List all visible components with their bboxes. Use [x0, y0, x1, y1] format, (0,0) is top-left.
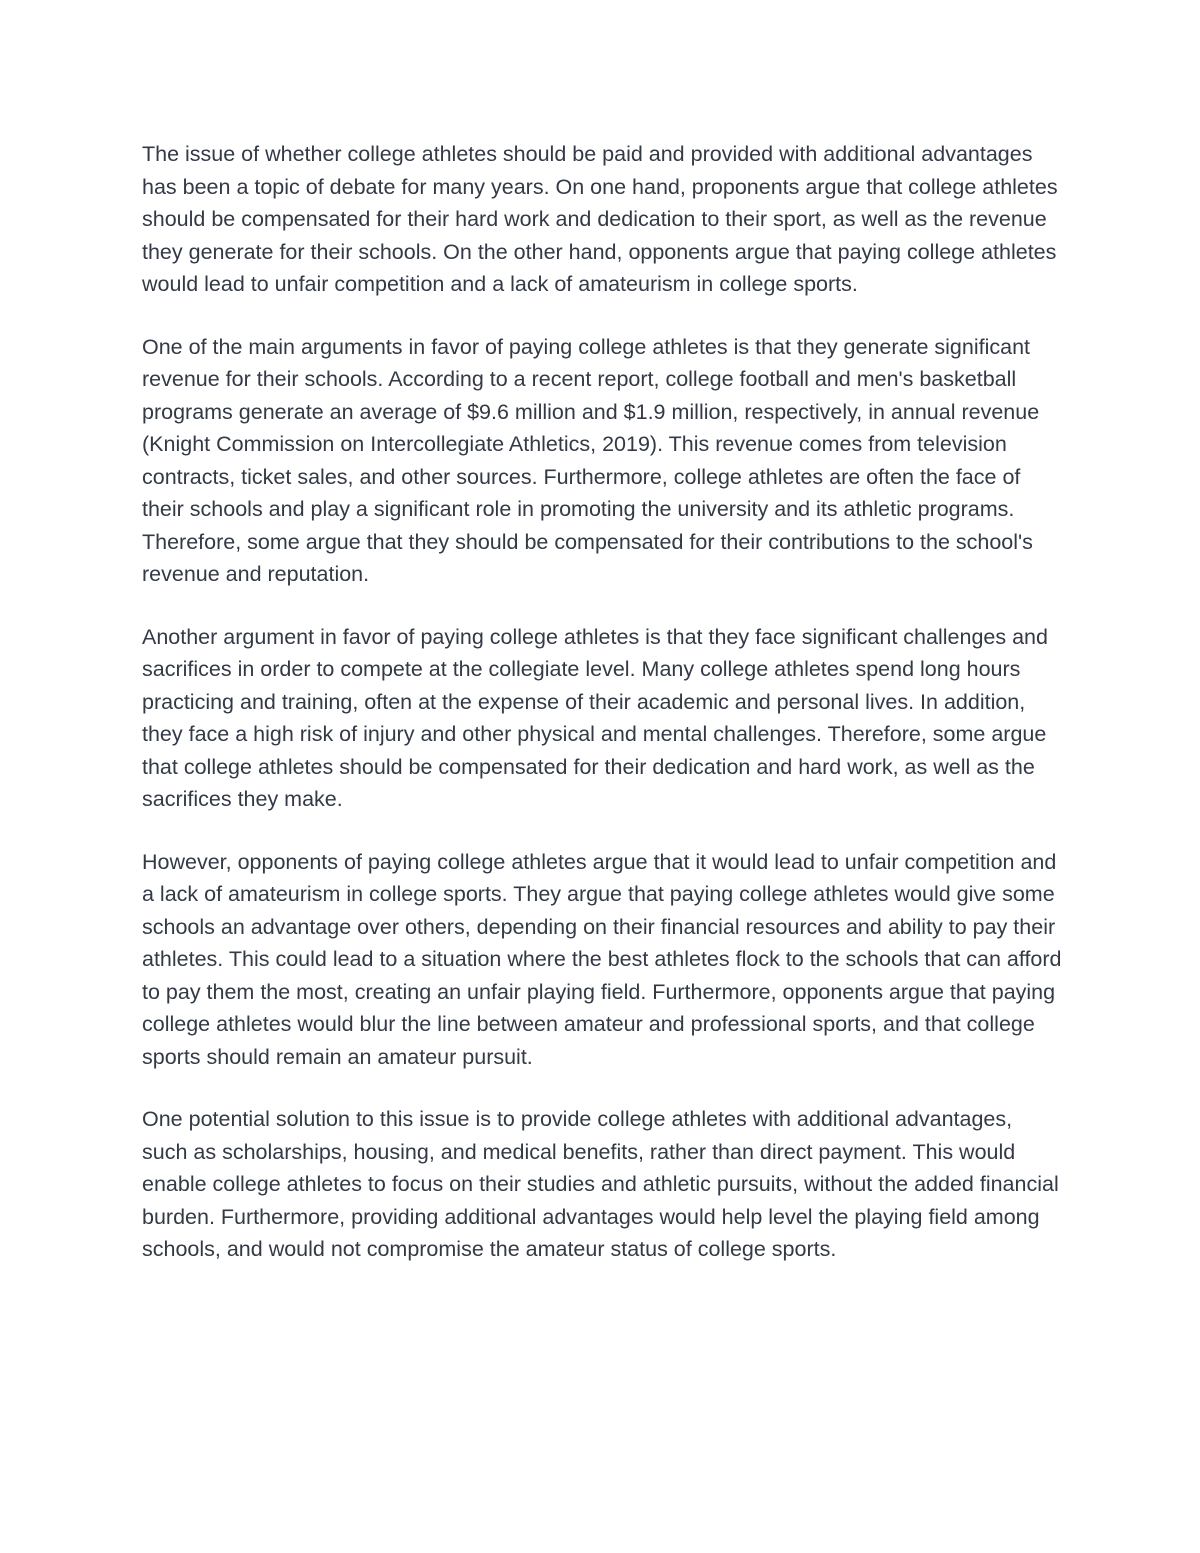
paragraph-4: However, opponents of paying college athletes argue that it would lead to unfair competition and a lack of amateurism in college sports. They argue that paying college athletes would give some schools an advantage over others, depending on their financial resources and ability to pay their athletes. This could lead to a situation where the best athletes flock to the schools that can afford to pay them the most, creating an unfair playing field. Furthermore, opponents argue that paying college athletes would blur the line between amateur and professional sports, and that college sports should remain an amateur pursuit.: [142, 849, 1062, 1069]
paragraph-3: Another argument in favor of paying college athletes is that they face significant challenges and sacrifices in order to compete at the collegiate level. Many college athletes spend long hours practicing and training, often at the expense of their academic and personal lives. In addition, they face a high risk of injury and other physical and mental challenges. Therefore, some argue that college athletes should be compensated for their dedication and hard work, as well as the sacrifices they make.: [142, 624, 1048, 811]
paragraph-5: One potential solution to this issue is to provide college athletes with additional advantages, such as scholarships, housing, and medical benefits, rather than direct payment. This would enable college athletes to focus on their studies and athletic pursuits, without the added financial burden. Furthermore, providing additional advantages would help level the playing field among schools, and would not compromise the amateur status of college sports.: [142, 1107, 1059, 1261]
paragraph-1: The issue of whether college athletes should be paid and provided with additional advantages has been a topic of debate for many years. On one hand, proponents argue that college athletes should be compensated for their hard work and dedication to their sport, as well as the revenue they generate for their schools. On the other hand, opponents argue that paying college athletes would lead to unfair competition and a lack of amateurism in college sports.: [142, 142, 1058, 296]
paragraph-2: One of the main arguments in favor of paying college athletes is that they generate significant revenue for their schools. According to a recent report, college football and men's basketball programs generate an average of $9.6 million and $1.9 million, respectively, in annual revenue (Knight Commission on Intercollegiate Athletics, 2019). This revenue comes from television contracts, ticket sales, and other sources. Furthermore, college athletes are often the face of their schools and play a significant role in promoting the university and its athletic programs. Therefore, some argue that they should be compensated for their contributions to the school's revenue and reputation.: [142, 334, 1040, 586]
document-body: [142, 138, 1062, 1296]
